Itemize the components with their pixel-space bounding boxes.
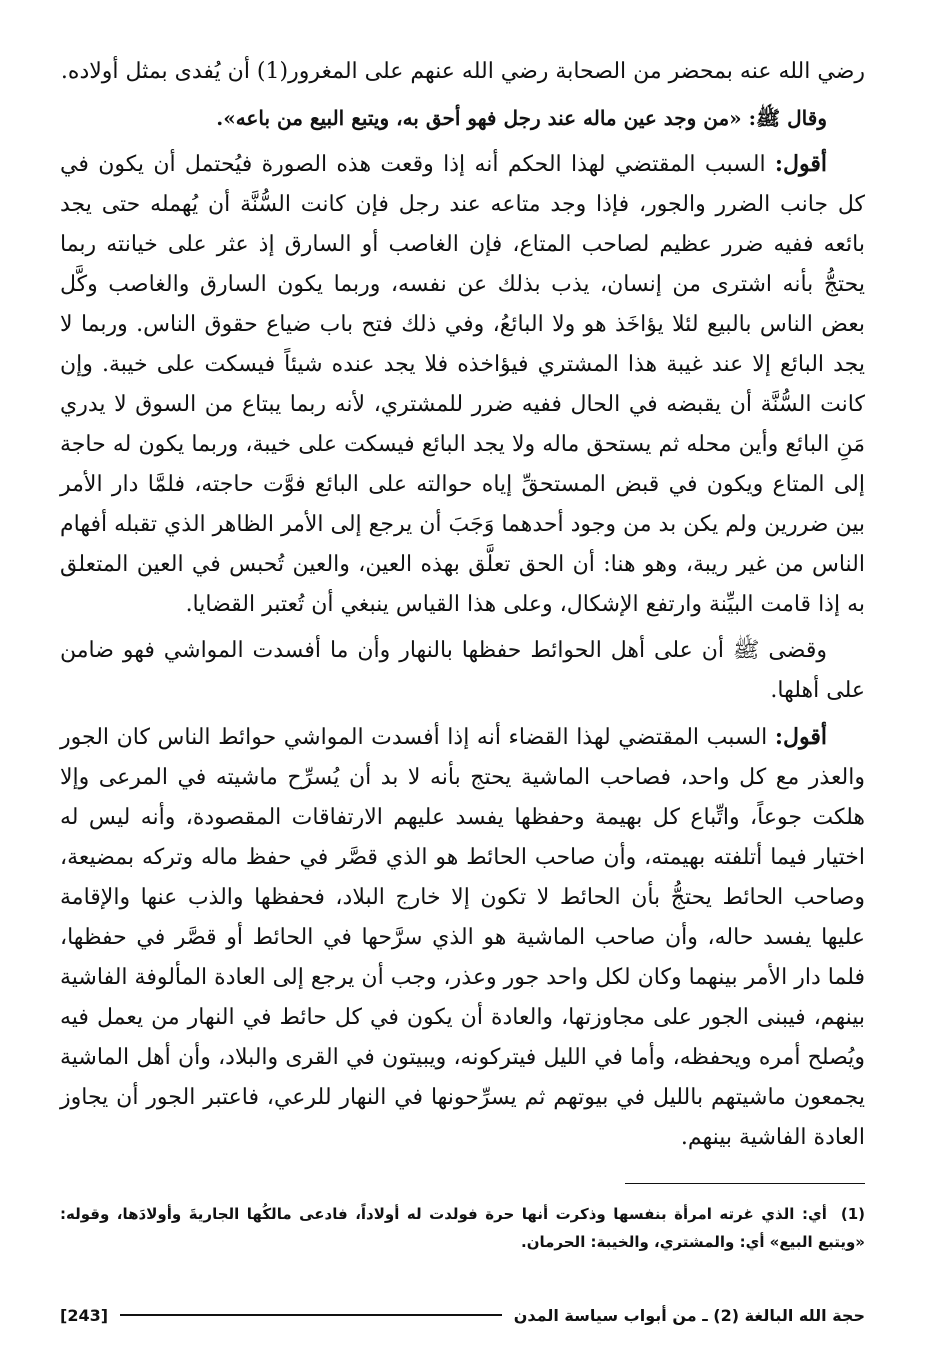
paragraph-1: رضي الله عنه بمحضر من الصحابة رضي الله عنهم على المغرور(1) أن يُفدى بمثل أولاده. <box>60 59 865 84</box>
commentary-2-text: السبب المقتضي لهذا القضاء أنه إذا أفسدت المواشي حوائط الناس كان الجور والعذر مع كل واحد، فصاحب الماشية يحتج بأنه لا بد أن يُسرِّح ماشيته في المرعى وإلا هلكت جوعاً، واتِّباع كل بهيمة وحفظها يفسد عليهم الارتفاقات المقصودة، وأنه ليس له اختيار فيما أتلفته بهيمته، وأن صاحب الحائط هو الذي قصَّر في حفظ ماله وتركه بمضيعة، وصاحب الحائط يحتجُّ بأن الحائط لا تكون إلا خارج البلاد، فحفظها والذب عنها والإقامة عليها يفسد حاله، وأن صاحب الماشية هو الذي سرَّحها في الحائط أو قصَّر في حفظها، فلما دار الأمر بينهما وكان لكل واحد جور وعذر، وجب أن يرجع إلى العادة المألوفة الفاشية بينهم، فيبنى الجور على مجاوزتها، والعادة أن يكون في كل حائط في النهار من يعمل فيه ويُصلح أمره ويحفظه، وأما في الليل فيتركونه، ويبيتون في القرى والبلاد، وأن أهل الماشية يجمعون ماشيتهم بالليل في بيوتهم ثم يسرِّحونها في النهار للرعي، فاعتبر الجور أن يجاوز العادة الفاشية بينهم. <box>60 725 865 1150</box>
paragraph-commentary-2 <box>60 717 865 1158</box>
hadith-paragraph-2: وقضى ﷺ أن على أهل الحوائط حفظها بالنهار وأن ما أفسدت المواشي فهو ضامن على أهلها. <box>60 638 865 703</box>
aqulu-label: أقول: <box>774 724 827 750</box>
commentary-1-text: السبب المقتضي لهذا الحكم أنه إذا وقعت هذه الصورة فيُحتمل أن يكون في كل جانب الضرر والجور، فإذا وجد متاعه عند رجل فإن كانت السُّنَّة أن يُهمله حتى يجد بائعه ففيه ضرر عظيم لصاحب المتاع، فإن الغاصب أو السارق إذ عثر على خيانته ربما يحتجُّ بأنه اشترى من إنسان، يذب بذلك عن نفسه، وربما يكون السارق والغاصب وكَّل بعض الناس بالبيع لئلا يؤاخَذ هو ولا البائعُ، وفي ذلك فتح باب ضياع حقوق الناس. وربما لا يجد البائع إلا عند غيبة هذا المشتري فيؤاخذه فلا يجد عنده شيئاً فيسكت على خيبة. وإن كانت السُّنَّة أن يقبضه في الحال ففيه ضرر للمشتري، لأنه ربما يبتاع من السوق لا يدري مَنِ البائع وأين محله ثم يستحق ماله ولا يجد البائع فيسكت على خيبة، وربما يكون له حاجة إلى المتاع ويكون في قبض المستحقِّ إياه حوالته على البائع فوَّت حاجته، فلمَّا دار الأمر بين ضررين ولم يكن بد من وجود أحدهما وَجَبَ أن يرجع إلى الأمر الظاهر الذي تقبله أفهام الناس من غير ريبة، وهو هنا: أن الحق تعلَّق بهذه العين، والعين تُحبس في العين المتعلق به إذا قامت البيِّنة وارتفع الإشكال، وعلى هذا القياس ينبغي أن تُعتبر القضايا. <box>60 152 865 617</box>
footnote-text: أي: الذي غرته امرأة بنفسها وذكرت أنها حرة فولدت له أولاداً، فادعى مالكُها الجاريةَ وأولادَها، وقوله: «ويتبع البيع» أي: والمشتري، والخيبة: الحرمان. <box>60 1205 865 1251</box>
footer-rule <box>120 1314 502 1316</box>
footnote <box>60 1200 865 1256</box>
aqulu-label: أقول: <box>774 151 827 177</box>
main-text <box>60 52 865 1164</box>
footnote-divider <box>625 1183 865 1184</box>
paragraph-commentary-1 <box>60 144 865 625</box>
running-title: حجة الله البالغة (2) ـ من أبواب سياسة المدن <box>513 1305 865 1325</box>
page-number: [243] <box>60 1305 109 1325</box>
footnote-number: (1) <box>840 1205 865 1223</box>
hadith-paragraph-1: وقال ﷺ: «من وجد عين ماله عند رجل فهو أحق به، ويتبع البيع من باعه». <box>216 106 827 130</box>
page-footer <box>60 1300 865 1330</box>
